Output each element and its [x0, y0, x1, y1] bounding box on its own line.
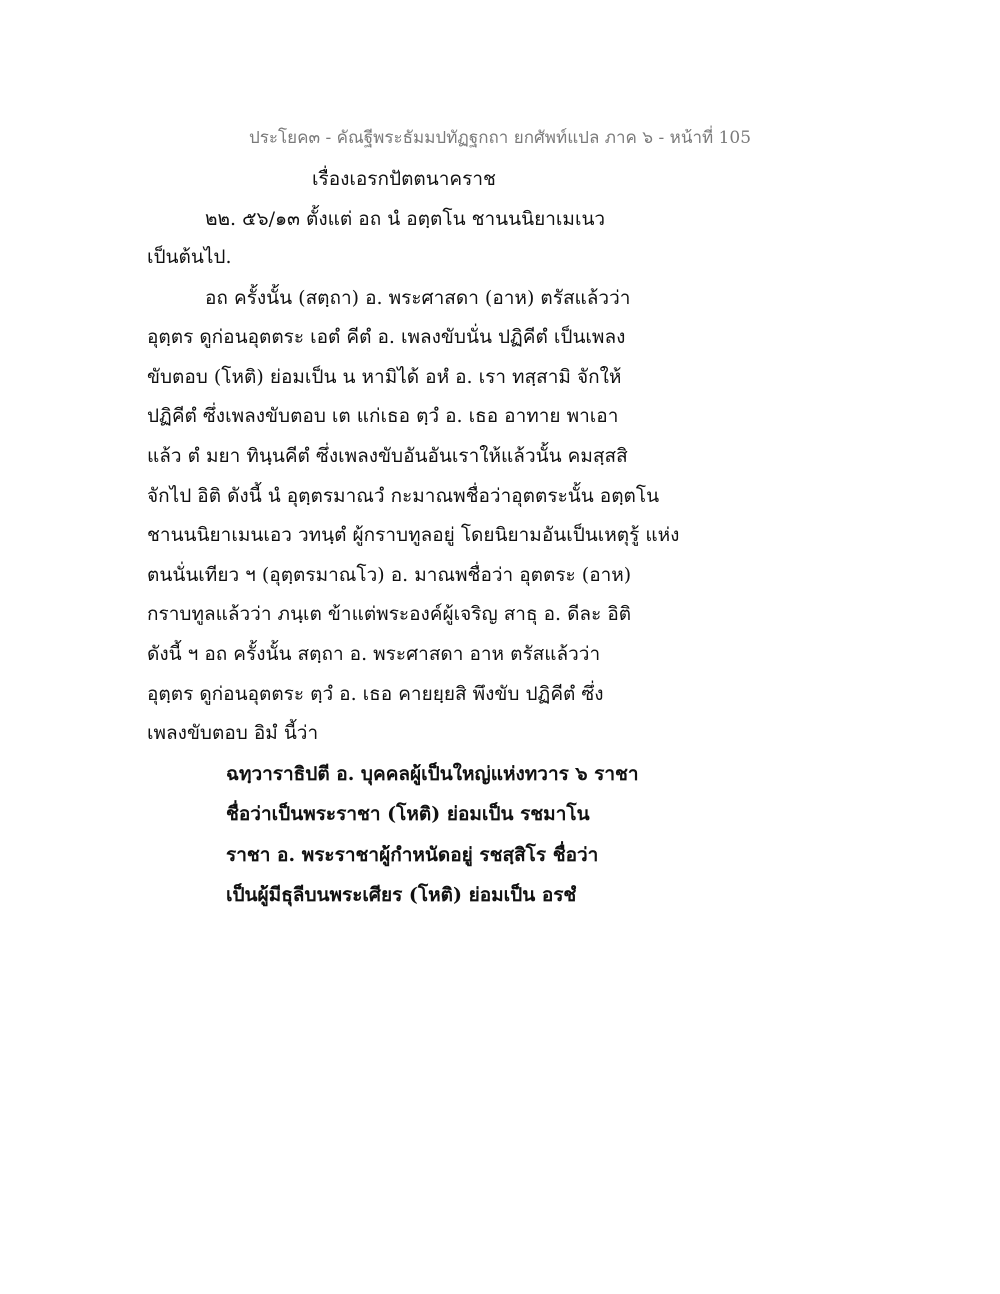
body-line: ตนนั่นเทียว ฯ (อุตฺตรมาณโว) อ. มาณพชื่อว่า อุตตระ (อาห) [147, 564, 632, 586]
verse-line: ฉทฺวาราธิปตี อ. บุคคลผู้เป็นใหญ่แห่งทวาร ๖ ราชา [226, 763, 639, 785]
verse-line: ชื่อว่าเป็นพระราชา (โหติ) ย่อมเป็น รชมาโน [226, 803, 590, 825]
body-line: ดังนี้ ฯ อถ ครั้งนั้น สตฺถา อ. พระศาสดา อาห ตรัสแล้วว่า [147, 643, 601, 665]
body-line: เพลงขับตอบ อิมํ นี้ว่า [147, 722, 319, 744]
body-line: อถ ครั้งนั้น (สตฺถา) อ. พระศาสดา (อาห) ตรัสแล้วว่า [205, 287, 631, 309]
body-line: จักไป อิติ ดังนี้ นํ อุตฺตรมาณวํ กะมาณพชื่อว่าอุตตระนั้น อตฺตโน [147, 485, 660, 507]
verse-line: ราชา อ. พระราชาผู้กำหนัดอยู่ รชสฺสิโร ชื่อว่า [226, 844, 599, 866]
verse-line: เป็นผู้มีธุลีบนพระเศียร (โหติ) ย่อมเป็น อรชํ [226, 884, 577, 906]
body-line: ขับตอบ (โหติ) ย่อมเป็น น หามิได้ อหํ อ. เรา ทสฺสามิ จักให้ [147, 366, 622, 388]
body-line: แล้ว ตํ มยา ทินฺนคีตํ ซึ่งเพลงขับอันอันเราให้แล้วนั้น คมสฺสสิ [147, 445, 628, 467]
body-line: ๒๒. ๕๖/๑๓ ตั้งแต่ อถ นํ อตฺตโน ชานนนิยาเมเนว [205, 208, 606, 230]
body-line: ปฏิคีตํ ซึ่งเพลงขับตอบ เต แก่เธอ ตฺวํ อ. เธอ อาทาย พาเอา [147, 405, 619, 427]
body-line: อุตฺตร ดูก่อนอุตตระ ตฺวํ อ. เธอ คายยฺยสิ พึงขับ ปฏิคีตํ ซึ่ง [147, 683, 604, 705]
running-header: ประโยค๓ - คัณฐีพระธัมมปทัฏฐกถา ยกศัพท์แปล ภาค ๖ - หน้าที่ 105 [248, 128, 752, 148]
body-line: อุตฺตร ดูก่อนอุตตระ เอตํ คีตํ อ. เพลงขับนั่น ปฏิคีตํ เป็นเพลง [147, 326, 626, 348]
body-line: ชานนนิยาเมนเอว วทนฺตํ ผู้กราบทูลอยู่ โดยนิยามอันเป็นเหตุรู้ แห่ง [147, 524, 680, 546]
story-title: เรื่องเอรกปัตตนาคราช [312, 168, 496, 190]
body-line: เป็นต้นไป. [147, 246, 232, 268]
body-line: กราบทูลแล้วว่า ภนฺเต ข้าแต่พระองค์ผู้เจริญ สาธุ อ. ดีละ อิติ [147, 603, 632, 625]
